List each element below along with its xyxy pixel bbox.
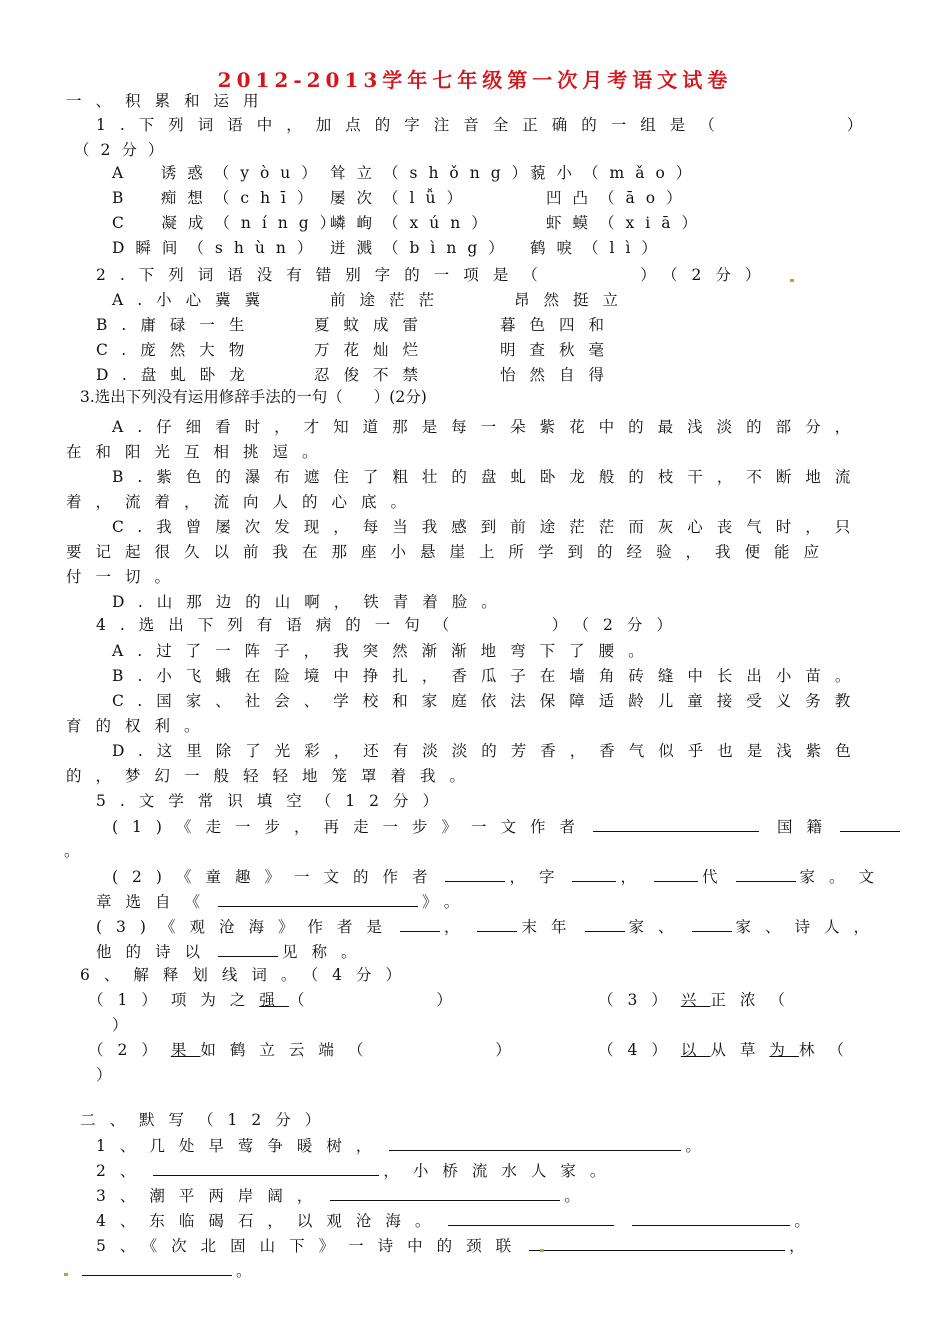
q5-line-3 xyxy=(96,890,473,913)
q6-item-4 xyxy=(598,1039,858,1061)
dictation-4-end: 。 xyxy=(794,1212,810,1230)
q5-line-4 xyxy=(96,915,883,938)
q6-item-4-close: ） xyxy=(96,1066,112,1084)
q3-option-c-line3: 付一切。 xyxy=(66,568,185,586)
scan-mark xyxy=(64,1273,68,1276)
q1-option-a-2: 耸立（shǒng） xyxy=(330,164,539,182)
q5-dynasty-blank[interactable] xyxy=(654,865,698,882)
q5-line-3-end: 》。 xyxy=(422,893,474,911)
dictation-1 xyxy=(96,1134,701,1157)
question-5-stem: 5.文学常识填空（12分） xyxy=(96,792,453,810)
q5-comma: ， xyxy=(620,868,650,886)
q6-item-3-text: 正浓（ xyxy=(710,991,799,1009)
q1-option-b-1: B 痴想（chī） xyxy=(112,189,324,207)
dictation-5-lian: 联 xyxy=(495,1237,526,1255)
q2-row-a-1: A.小心冀冀 xyxy=(112,291,275,309)
q6-item-1 xyxy=(88,989,466,1011)
dictation-1-text: 1、几处早莺争暖树， xyxy=(96,1137,386,1155)
q3-option-c-line1: C.我曾屡次发现，每当我感到前途茫茫而灰心丧气时，只 xyxy=(112,518,865,536)
question-1-stem: 1.下列词语中，加点的字注音全正确的一组是（ ） xyxy=(96,116,877,134)
dictation-5 xyxy=(96,1234,805,1257)
q5-line-3-text: 章选自《 xyxy=(96,893,215,911)
section-heading-2: 二、默写（12分） xyxy=(80,1111,335,1129)
q1-option-c-3: 虾蟆（xiā） xyxy=(546,214,708,232)
q4-option-c-line2: 育的权利。 xyxy=(66,717,214,735)
q5-role-blank[interactable] xyxy=(736,865,796,882)
q6-item-4-word-2: 为 xyxy=(769,1041,799,1059)
dictation-5-line-2 xyxy=(78,1259,252,1282)
q1-option-c-2: 嶙峋（xún） xyxy=(330,214,498,232)
q5-role2-blank[interactable] xyxy=(692,915,732,932)
q5-role1-blank[interactable] xyxy=(585,915,625,932)
q5-line-1 xyxy=(112,815,904,838)
dictation-4 xyxy=(96,1209,810,1232)
q6-item-4-text: 林（ xyxy=(798,1041,858,1059)
dictation-5-blank-2[interactable] xyxy=(82,1259,232,1276)
dictation-2-num: 2、 xyxy=(96,1162,150,1180)
q6-item-3-num: （3） xyxy=(598,991,681,1009)
dictation-3-end: 。 xyxy=(564,1187,580,1205)
q2-row-b-1: B.庸碌一生 xyxy=(96,316,259,334)
q1-option-a-3: 藐小（mǎo） xyxy=(530,164,703,182)
q1-option-d-1: D瞬间（shùn） xyxy=(112,239,324,257)
q5-line-2-text: (2)《童趣》一文的作者 xyxy=(112,868,442,886)
q5-zi-label: ，字 xyxy=(509,868,569,886)
q4-option-d-line2: 的，梦幻一般轻轻地笼罩着我。 xyxy=(66,767,480,785)
q6-item-4-num: （4） xyxy=(598,1041,681,1059)
q6-item-3-close: ） xyxy=(112,1016,128,1034)
q2-row-d-2: 忍俊不禁 xyxy=(314,366,433,384)
q3-option-d: D.山那边的山啊，铁青着脸。 xyxy=(112,593,511,611)
scan-mark xyxy=(790,279,794,282)
q5-line-4-text: (3)《观沧海》作者是 xyxy=(96,918,396,936)
q4-option-b: B.小飞蛾在险境中挣扎，香瓜子在墙角砖缝中长出小苗。 xyxy=(112,667,865,685)
q3-option-c-line2: 要记起很久以前我在那座小悬崖上所学到的经验，我便能应 xyxy=(66,543,834,561)
dictation-3-text: 3、潮平两岸阔， xyxy=(96,1187,327,1205)
q5-nationality-label: 国籍 xyxy=(776,818,836,836)
q6-item-2-num: （2） xyxy=(88,1041,171,1059)
q2-row-a-2: 前途茫茫 xyxy=(330,291,449,309)
q1-option-b-3: 凹凸（āo） xyxy=(546,189,693,207)
q2-row-a-3: 昂然挺立 xyxy=(514,291,633,309)
q1-option-c-1: C 凝成（níng） xyxy=(112,214,347,232)
section-heading-1: 一、积累和运用 xyxy=(66,92,273,110)
q5-jia-label: 家。文 xyxy=(799,868,889,886)
q2-row-c-3: 明查秋毫 xyxy=(500,341,619,359)
q4-option-d-line1: D.这里除了光彩，还有淡淡的芳香，香气似乎也是浅紫色 xyxy=(112,742,865,760)
q1-option-d-3: 鹤唳（lì） xyxy=(530,239,668,257)
q2-row-c-1: C.庞然大物 xyxy=(96,341,259,359)
q3-option-a-line1: A.仔细看时，才知道那是每一朵紫花中的最浅淡的部分， xyxy=(112,418,865,436)
q5-line-2 xyxy=(112,865,888,888)
q6-item-1-paren: （ ） xyxy=(288,991,466,1009)
q2-row-d-3: 怡然自得 xyxy=(500,366,619,384)
question-3-stem: 3.选出下列没有运用修辞手法的一句（ ）(2分) xyxy=(80,388,427,406)
q5-zi-blank[interactable] xyxy=(572,865,616,882)
dictation-4-blank-2[interactable] xyxy=(632,1209,790,1226)
q1-option-b-2: 屡次（lǚ） xyxy=(330,189,473,207)
question-1-score: （2分） xyxy=(74,141,175,159)
q5-jia1-label: 家、 xyxy=(628,918,688,936)
dictation-5-comma: ， xyxy=(789,1237,805,1255)
q5-line-5-end: 见称。 xyxy=(282,943,371,961)
q6-item-4-mid: 从草 xyxy=(710,1041,770,1059)
dictation-2-text: ，小桥流水人家。 xyxy=(383,1162,620,1180)
q3-option-b-line2: 着，流着，流向人的心底。 xyxy=(66,493,421,511)
q5-monian-label: 末年 xyxy=(521,918,581,936)
dictation-1-blank[interactable] xyxy=(389,1134,681,1151)
dictation-3-blank[interactable] xyxy=(330,1184,560,1201)
q6-item-2-text: 如鹤立云端（ ） xyxy=(200,1041,525,1059)
question-4-stem: 4.选出下列有语病的一句（ ）（2分） xyxy=(96,616,686,634)
q6-item-1-text: （1）项为之 xyxy=(88,991,260,1009)
dictation-3 xyxy=(96,1184,580,1207)
q6-item-3 xyxy=(598,989,799,1011)
q3-option-b-line1: B.紫色的瀑布遮住了粗壮的盘虬卧龙般的枝干，不断地流 xyxy=(112,468,865,486)
q2-row-b-3: 暮色四和 xyxy=(500,316,619,334)
dictation-4-text: 4、东临碣石，以观沧海。 xyxy=(96,1212,445,1230)
q5-nationality-blank[interactable] xyxy=(840,815,900,832)
q2-row-c-2: 万花灿烂 xyxy=(314,341,433,359)
q5-tongqu-author-blank[interactable] xyxy=(445,865,505,882)
dictation-5-blank-1[interactable] xyxy=(529,1234,785,1251)
dictation-1-end: 。 xyxy=(685,1137,701,1155)
q5-line-1-text: (1)《走一步，再走一步》一文作者 xyxy=(112,818,589,836)
q5-line-4-comma: ， xyxy=(443,918,474,936)
page-title: 2012-2013学年七年级第一次月考语文试卷 xyxy=(217,68,733,92)
q5-line-5-text: 他的诗以 xyxy=(96,943,215,961)
q5-style-blank[interactable] xyxy=(218,940,278,957)
q6-item-3-word: 兴 xyxy=(680,991,711,1009)
dictation-5-text: 5、《次北固山下》一诗中的颈 xyxy=(96,1237,496,1255)
q5-guancanghai-author-blank[interactable] xyxy=(400,915,440,932)
q3-option-a-line2: 在和阳光互相挑逗。 xyxy=(66,443,332,461)
dictation-2-blank[interactable] xyxy=(153,1159,379,1176)
q4-option-c-line1: C.国家、社会、学校和家庭依法保障适龄儿童接受义务教 xyxy=(112,692,865,710)
q2-row-d-1: D.盘虬卧龙 xyxy=(96,366,259,384)
q4-option-a: A.过了一阵子，我突然渐渐地弯下了腰。 xyxy=(112,642,658,660)
q5-dynasty-label: 代 xyxy=(702,868,732,886)
q6-item-4-word-1: 以 xyxy=(680,1041,711,1059)
q5-line-5 xyxy=(96,940,371,963)
question-6-stem: 6、解释划线词。（4分） xyxy=(80,966,415,984)
q6-item-1-word: 强 xyxy=(259,991,289,1009)
q5-author-blank[interactable] xyxy=(593,815,759,832)
q6-item-2 xyxy=(88,1039,525,1061)
q1-option-d-2: 迸溅（bìng） xyxy=(330,239,515,257)
q5-era-blank[interactable] xyxy=(477,915,517,932)
q1-option-a-1: A 诱惑（yòu） xyxy=(112,164,328,182)
dictation-4-blank-1[interactable] xyxy=(448,1209,614,1226)
dictation-5-end: 。 xyxy=(236,1262,252,1280)
question-2-stem: 2.下列词语没有错别字的一项是（ ）（2分） xyxy=(96,266,775,284)
scan-mark xyxy=(540,1249,544,1252)
dictation-2 xyxy=(96,1159,619,1182)
q5-source-blank[interactable] xyxy=(218,890,418,907)
q6-item-2-word: 果 xyxy=(170,1041,201,1059)
q2-row-b-2: 夏蚊成雷 xyxy=(314,316,433,334)
q5-jia2-label: 家、诗人， xyxy=(735,918,884,936)
q5-line-1-end: 。 xyxy=(64,842,80,860)
